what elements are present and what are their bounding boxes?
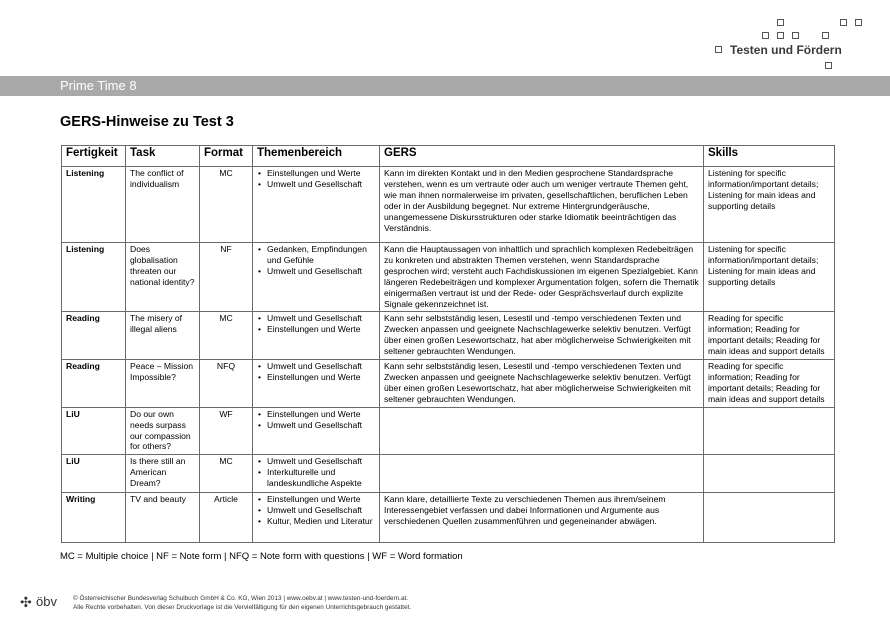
gers-cell <box>380 407 704 455</box>
topic-item: • Umwelt und Gesellschaft <box>257 456 375 467</box>
brand-square-icon <box>777 19 784 26</box>
topics-cell <box>253 360 380 408</box>
topic-item: • Umwelt und Gesellschaft <box>257 505 375 516</box>
skills-cell <box>704 407 835 455</box>
skill-cell: LiU <box>62 455 126 493</box>
brand-square-icon <box>825 62 832 69</box>
table-row <box>62 312 835 360</box>
gers-cell: Kann sehr selbstständig lesen, Lesestil und -tempo verschiedenen Texten und Zwecken anpassen und geeignete Nachschlagewerke selektiv benutzen. Verfügt über einen großen Lesewortschatz, hat aber möglicherweise Schwierigkeiten mit seltener gebrauchten Wendungen. <box>380 312 704 360</box>
column-header: Task <box>126 146 200 167</box>
topic-item: • Umwelt und Gesellschaft <box>257 361 375 372</box>
brand-square-icon <box>715 46 722 53</box>
column-header: Skills <box>704 146 835 167</box>
brand-square-icon <box>855 19 862 26</box>
gers-cell <box>380 455 704 493</box>
topics-cell <box>253 312 380 360</box>
copyright-notice <box>73 594 411 612</box>
gers-cell: Kann klare, detaillierte Texte zu verschiedenen Themen aus ihrem/seinem Interessengebiet verfassen und dabei Informationen und Argumente aus verschiedenen Quellen zusammenführen und gegeneinander abwägen. <box>380 493 704 543</box>
column-header: GERS <box>380 146 704 167</box>
task-cell: The misery of illegal aliens <box>126 312 200 360</box>
topics-cell <box>253 493 380 543</box>
topic-item: • Kultur, Medien und Literatur <box>257 516 375 527</box>
skill-cell: Listening <box>62 243 126 312</box>
gers-cell: Kann die Hauptaussagen von inhaltlich und sprachlich komplexen Redebeiträgen zu konkreten und abstrakten Themen verstehen, wenn Standardsprache gesprochen wird; versteht auch Fachdiskussionen im eigenen Spezialgebiet. Kann längeren Redebeiträgen und komplexer Argumentation folgen, sofern die Thematik einigermaßen vertraut ist und der Rede- oder Gesprächsverlauf durch explizite Signale gekennzeichnet ist. <box>380 243 704 312</box>
column-header: Format <box>200 146 253 167</box>
skill-cell: Reading <box>62 312 126 360</box>
brand-square-icon <box>822 32 829 39</box>
topic-item: • Umwelt und Gesellschaft <box>257 179 375 190</box>
skills-cell <box>704 455 835 493</box>
task-cell: TV and beauty <box>126 493 200 543</box>
topic-item: • Einstellungen und Werte <box>257 372 375 383</box>
column-header: Themenbereich <box>253 146 380 167</box>
brand-name: Testen und Fördern <box>730 43 842 57</box>
task-cell: Is there still an American Dream? <box>126 455 200 493</box>
publisher-logo <box>20 594 68 610</box>
gers-cell: Kann sehr selbstständig lesen, Lesestil und -tempo verschiedenen Texten und Zwecken anpassen und geeignete Nachschlagewerke selektiv benutzen. Verfügt über einen großen Lesewortschatz, hat aber möglicherweise Schwierigkeiten mit seltener gebrauchten Wendungen. <box>380 360 704 408</box>
table-row <box>62 360 835 408</box>
format-cell: NF <box>200 243 253 312</box>
band-title: Prime Time 8 <box>60 78 137 93</box>
table-header-row <box>62 146 835 167</box>
task-cell: Do our own needs surpass our compassion for others? <box>126 407 200 455</box>
topic-item: • Umwelt und Gesellschaft <box>257 420 375 431</box>
skill-cell: Listening <box>62 167 126 243</box>
task-cell: Does globalisation threaten our national identity? <box>126 243 200 312</box>
format-cell: MC <box>200 312 253 360</box>
brand-square-icon <box>840 19 847 26</box>
table-row <box>62 407 835 455</box>
copyright-line: Alle Rechte vorbehalten. Von dieser Druckvorlage ist die Vervielfältigung für den eigenen Unterrichtsgebrauch gestattet. <box>73 604 412 611</box>
skills-cell: Listening for specific information/important details; Listening for main ideas and supporting details <box>704 243 835 312</box>
format-cell: WF <box>200 407 253 455</box>
publisher-logo-text: öbv <box>36 594 57 609</box>
format-legend: MC = Multiple choice | NF = Note form | NFQ = Note form with questions | WF = Word formation <box>60 551 463 562</box>
task-cell: Peace – Mission Impossible? <box>126 360 200 408</box>
format-cell: Article <box>200 493 253 543</box>
brand-square-icon <box>777 32 784 39</box>
topics-cell <box>253 167 380 243</box>
topic-item: • Umwelt und Gesellschaft <box>257 313 375 324</box>
topics-cell <box>253 243 380 312</box>
format-cell: NFQ <box>200 360 253 408</box>
topic-item: • Interkulturelle und landeskundliche Aspekte <box>257 467 375 489</box>
skill-cell: Writing <box>62 493 126 543</box>
table-row <box>62 493 835 543</box>
publisher-star-icon: ✣ <box>20 594 32 610</box>
column-header: Fertigkeit <box>62 146 126 167</box>
skill-cell: Reading <box>62 360 126 408</box>
topic-item: • Einstellungen und Werte <box>257 324 375 335</box>
format-cell: MC <box>200 455 253 493</box>
brand-square-icon <box>792 32 799 39</box>
topics-cell <box>253 455 380 493</box>
gers-cell: Kann im direkten Kontakt und in den Medien gesprochene Standardsprache verstehen, wenn es um vertraute oder auch um weniger vertraute Themen geht, wie man ihnen normalerweise im privaten, gesellschaftlichen, beruflichen Leben oder in der Ausbildung begegnet. Nur extreme Hintergrundgeräusche, unangemessene Diskursstrukturen oder starke Idiomatik beeinträchtigen das Verständnis. <box>380 167 704 243</box>
table-row <box>62 167 835 243</box>
format-cell: MC <box>200 167 253 243</box>
header-band <box>0 76 890 96</box>
gers-table <box>61 145 835 543</box>
skills-cell: Listening for specific information/important details; Listening for main ideas and supporting details <box>704 167 835 243</box>
table-row <box>62 455 835 493</box>
page-title: GERS-Hinweise zu Test 3 <box>60 114 234 130</box>
topic-item: • Einstellungen und Werte <box>257 168 375 179</box>
brand-square-icon <box>762 32 769 39</box>
table-row <box>62 243 835 312</box>
task-cell: The conflict of individualism <box>126 167 200 243</box>
skills-cell: Reading for specific information; Reading for important details; Reading for main ideas and support details <box>704 360 835 408</box>
topic-item: • Einstellungen und Werte <box>257 494 375 505</box>
skills-cell: Reading for specific information; Reading for important details; Reading for main ideas and support details <box>704 312 835 360</box>
skill-cell: LiU <box>62 407 126 455</box>
topic-item: • Umwelt und Gesellschaft <box>257 266 375 277</box>
topics-cell <box>253 407 380 455</box>
topic-item: • Gedanken, Empfindungen und Gefühle <box>257 244 375 266</box>
copyright-line: © Österreichischer Bundesverlag Schulbuch GmbH & Co. KG, Wien 2013 | www.oebv.at | www.testen-und-foerdern.at. <box>73 595 409 602</box>
topic-item: • Einstellungen und Werte <box>257 409 375 420</box>
skills-cell <box>704 493 835 543</box>
